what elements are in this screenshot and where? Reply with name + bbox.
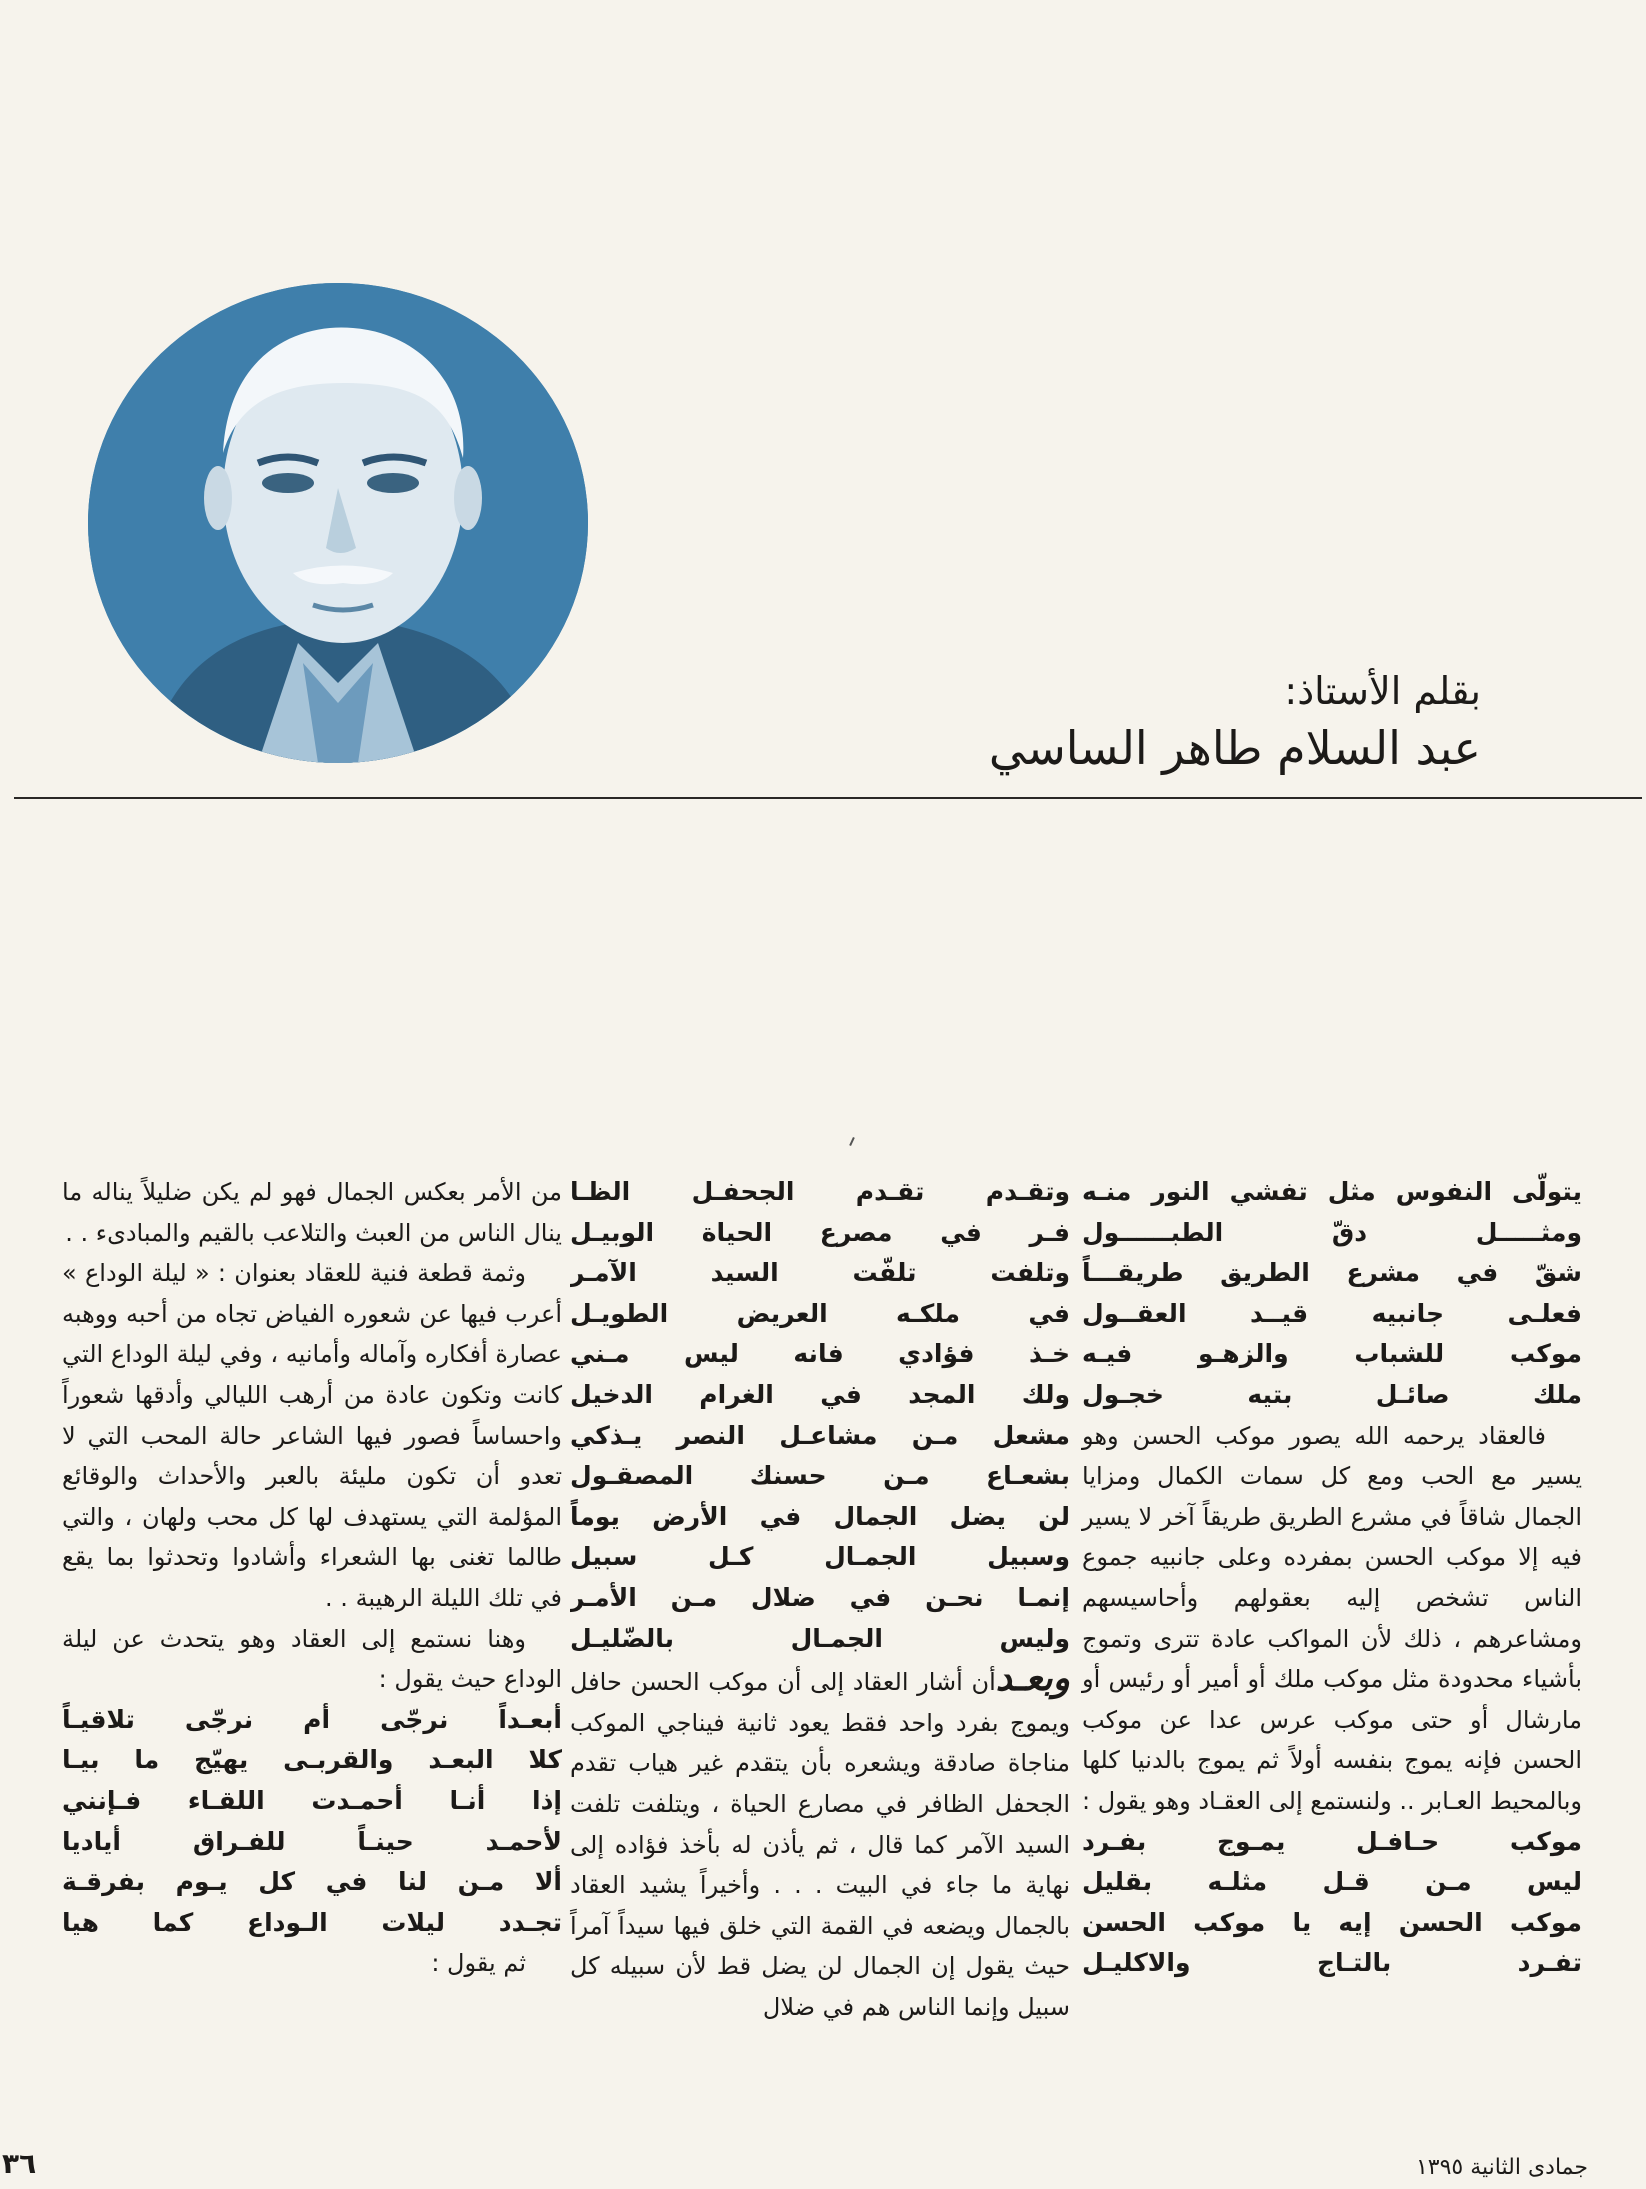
column-left	[62, 1172, 562, 1984]
verse-line: موكب الحسن إيه يا موكب الحسن	[1082, 1907, 1582, 1937]
paragraph-lead: وبعـد	[995, 1658, 1070, 1700]
verse-line: وتلفت تلفّت السيد الآمـر	[570, 1258, 1070, 1288]
verse-line: تجـدد ليلات الـوداع كما هيا	[62, 1907, 562, 1937]
verse-line: مشعل مـن مشاعـل النصر يـذكي	[570, 1420, 1070, 1450]
header-divider	[14, 797, 1642, 799]
verse-line: يتولّى النفوس مثل تفشي النور منـه	[1082, 1177, 1582, 1206]
verse-line: إذا أنـا أحمـدت اللقـاء فـإنني	[62, 1785, 562, 1815]
verse-line: وسبيل الجمـال كـل سبيل	[570, 1542, 1070, 1572]
verse-line: موكب للشباب والزهـو فيـه	[1082, 1339, 1582, 1369]
verse-line: إنمـا نحـن في ضلال مـن الأمـر	[570, 1582, 1070, 1612]
verse-line: وتقـدم تقـدم الجحفـل الظـا	[570, 1177, 1070, 1206]
portrait-illustration	[88, 283, 588, 763]
paragraph-text: أن أشار العقاد إلى أن موكب الحسن حافل ويموج بفرد واحد فقط يعود ثانية فيناجي الموكب مناجاة صادقة ويشعره بأن يتقدم غير هياب تقدم الجحفل الظافر في مصارع الحياة ، ويتلفت تلفت السيد الآمر كما قال ، ثم يأذن له بأخذ فؤاده إلى نهاية ما جاء في البيت . . . وأخيراً يشيد العقاد بالجمال ويضعه في القمة التي خلق فيها سيداً آمراً حيث يقول إن الجمال لن يضل قط لأن سبيله كل سبيل وإنما الناس هم في ضلال	[570, 1668, 1070, 2021]
verse-line: ليس مـن قـل مثلـه بقليل	[1082, 1867, 1582, 1897]
byline-label: بقلم الأستاذ:	[1284, 669, 1481, 713]
paragraph	[570, 1659, 1070, 2027]
author-portrait	[88, 283, 588, 763]
verse-line: تفـرد بالتـاج والاكليـل	[1082, 1948, 1582, 1978]
verse-line: بشعـاع مـن حسنك المصقـول	[570, 1461, 1070, 1491]
verse-line: لأحمـد حينـاً للفـراق أياديا	[62, 1826, 562, 1856]
page-number: ٣٦	[2, 2147, 37, 2180]
column-middle	[570, 1172, 1070, 2027]
verse-line: ملك صائـل بتيه خجـول	[1082, 1379, 1582, 1409]
verse-line: لن يضل الجمال في الأرض يوماً	[570, 1501, 1070, 1531]
verse-line: فعلـى جانبيه قيــد العقــول	[1082, 1298, 1582, 1328]
footer-date: جمادى الثانية ١٣٩٥	[1415, 2155, 1588, 2180]
paragraph	[62, 1172, 562, 1253]
verse-line: ومثـــــل دقّ الطبــــــول	[1082, 1217, 1582, 1247]
verse-line: وليس الجمـال بالضّليـل	[570, 1623, 1070, 1653]
paragraph	[62, 1943, 562, 1984]
paragraph-text: ثم يقول :	[431, 1949, 526, 1978]
verse-line: فـر في مصرع الحياة الوبيـل	[570, 1217, 1070, 1247]
column-right	[1082, 1172, 1582, 1984]
paragraph-text: وثمة قطعة فنية للعقاد بعنوان : « ليلة الوداع » أعرب فيها عن شعوره الفياض تجاه من أحبه ووهبه عصارة أفكاره وآماله وأمانيه ، وفي ليلة الوداع التي كانت وتكون عادة من أرهب الليالي وأدقها شعوراً واحساساً فصور فيها الشاعر حالة المحب التي لا تعدو أن تكون مليئة بالعبر والأحداث والوقائع المؤلمة التي يستهدف لها كل محب ولهان ، والتي طالما تغنى بها الشعراء وأشادوا وتحدثوا بما يقع في تلك الليلة الرهيبة . .	[62, 1259, 562, 1612]
paragraph-text: وهنا نستمع إلى العقاد وهو يتحدث عن ليلة الوداع حيث يقول :	[62, 1624, 562, 1694]
paragraph-text: فالعقاد يرحمه الله يصور موكب الحسن وهو يسير مع الحب ومع كل سمات الكمال ومزايا الجمال شاقاً في مشرع الطريق طريقاً آخر لا يسير فيه إلا موكب الحسن بمفرده وعلى جانبيه جموع الناس تشخص إليه بعقولهم وأحاسيسهم ومشاعرهم ، ذلك لأن المواكب عادة تترى وتموج بأشياء محدودة مثل موكب ملك أو أمير أو رئيس أو مارشال أو حتى موكب عرس عدا عن موكب الحسن فإنه يموج بنفسه أولاً ثم يموج بالدنيا كلها وبالمحيط العـابر .. ولنستمع إلى العقـاد وهو يقول :	[1082, 1421, 1582, 1815]
author-name: عبد السلام طاهر الساسي	[988, 721, 1481, 775]
verse-line: شقّ في مشرع الطريق طريقـــاً	[1082, 1258, 1582, 1288]
verse-line: في ملكـه العريض الطويـل	[570, 1298, 1070, 1328]
verse-line: كلا البعـد والقربـى يهيّج ما بيـا	[62, 1745, 562, 1775]
paragraph	[62, 1619, 562, 1700]
verse-line: ألا مـن لنا في كل يـوم بفرقـة	[62, 1867, 562, 1897]
paragraph-text: من الأمر بعكس الجمال فهو لم يكن ضليلاً يناله ما ينال الناس من العبث والتلاعب بالقيم والمبادىء . .	[62, 1178, 562, 1247]
verse-line: موكب حـافـل يمـوج بفـرد	[1082, 1826, 1582, 1856]
paragraph	[62, 1253, 562, 1618]
stray-mark	[849, 1137, 855, 1146]
verse-line: خـذ فؤادي فانه ليس مـني	[570, 1339, 1070, 1369]
byline	[989, 665, 1481, 779]
verse-line: أبعـداً نرجّى أم نرجّى تلاقيـاً	[62, 1704, 562, 1734]
verse-line: ولك المجد في الغرام الدخيل	[570, 1379, 1070, 1409]
paragraph	[1082, 1416, 1582, 1822]
